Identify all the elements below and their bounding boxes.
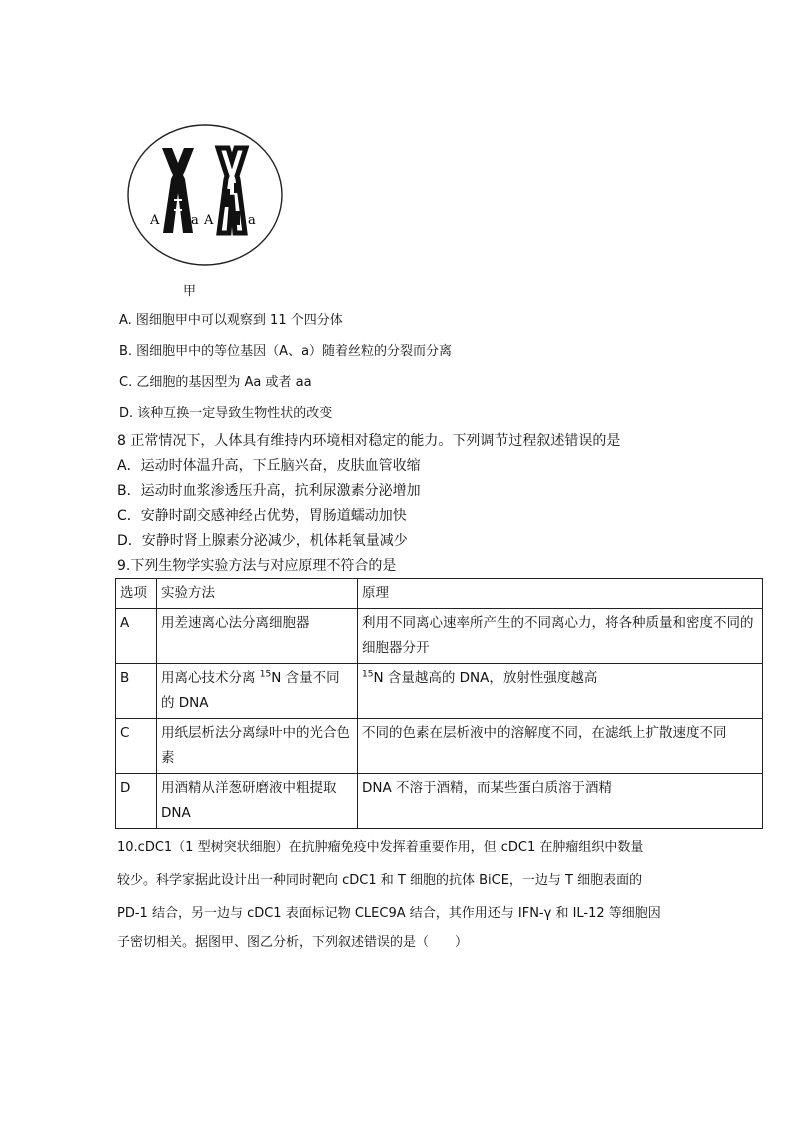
row-a-option: A xyxy=(116,609,157,664)
row-c-principle: 不同的色素在层析液中的溶解度不同，在滤纸上扩散速度不同 xyxy=(358,719,763,774)
allele-label-a4: a xyxy=(248,213,256,228)
chromosome-right xyxy=(218,148,246,233)
header-option: 选项 xyxy=(116,579,157,609)
q8-option-b: B．运动时血浆渗透压升高，抗利尿激素分泌增加 xyxy=(117,483,421,499)
cell-membrane xyxy=(128,125,282,265)
cell-figure xyxy=(125,123,285,268)
q8-option-d: D．安静时肾上腺素分泌减少，机体耗氧量减少 xyxy=(117,533,408,549)
row-d-option: D xyxy=(116,774,157,829)
q8-option-c: C．安静时副交感神经占优势，胃肠道蠕动加快 xyxy=(117,508,407,524)
q7-option-c: C. 乙细胞的基因型为 Aa 或者 aa xyxy=(119,375,312,390)
table-header-row xyxy=(116,579,763,609)
cell-diagram xyxy=(125,123,285,268)
q7-option-a: A. 图细胞甲中可以观察到 11 个四分体 xyxy=(119,313,343,328)
q9-table xyxy=(115,578,763,829)
allele-label-a2: a xyxy=(191,213,199,228)
q10-line-3: PD-1 结合，另一边与 cDC1 表面标记物 CLEC9A 结合，其作用还与 IFN-γ 和 IL-12 等细胞因 xyxy=(117,906,661,921)
q8-option-a: A．运动时体温升高，下丘脑兴奋，皮肤血管收缩 xyxy=(117,458,421,474)
row-a-principle: 利用不同离心速率所产生的不同离心力，将各种质量和密度不同的细胞器分开 xyxy=(358,609,763,664)
q7-option-b: B. 图细胞甲中的等位基因（A、a）随着丝粒的分裂而分离 xyxy=(119,344,453,359)
row-b-method: 用离心技术分离 $^{15}$N 含量不同的 DNA xyxy=(157,664,358,719)
q7-option-d: D. 该种互换一定导致生物性状的改变 xyxy=(119,406,333,421)
q10-line-1: 10.cDC1（1 型树突状细胞）在抗肿瘤免疫中发挥着重要作用，但 cDC1 在肿瘤组织中数量 xyxy=(117,840,644,855)
allele-label-a1: A xyxy=(150,213,160,228)
chromosome-left xyxy=(162,148,194,233)
row-c-method: 用纸层析法分离绿叶中的光合色素 xyxy=(157,719,358,774)
allele-label-a3: A xyxy=(204,213,214,228)
table-row xyxy=(116,719,763,774)
table-row xyxy=(116,774,763,829)
header-method: 实验方法 xyxy=(157,579,358,609)
table-row xyxy=(116,609,763,664)
row-a-method: 用差速离心法分离细胞器 xyxy=(157,609,358,664)
q8-stem: 8 正常情况下，人体具有维持内环境相对稳定的能力。下列调节过程叙述错误的是 xyxy=(117,433,621,449)
figure-caption: 甲 xyxy=(183,284,197,299)
row-d-principle: DNA 不溶于酒精，而某些蛋白质溶于酒精 xyxy=(358,774,763,829)
q10-line-4: 子密切相关。据图甲、图乙分析，下列叙述错误的是（ ） xyxy=(117,935,469,950)
table-row xyxy=(116,664,763,719)
row-c-option: C xyxy=(116,719,157,774)
row-d-method: 用酒精从洋葱研磨液中粗提取 DNA xyxy=(157,774,358,829)
row-b-option: B xyxy=(116,664,157,719)
header-principle: 原理 xyxy=(358,579,763,609)
row-b-principle: $^{15}$N 含量越高的 DNA，放射性强度越高 xyxy=(358,664,763,719)
q10-line-2: 较少。科学家据此设计出一种同时靶向 cDC1 和 T 细胞的抗体 BiCE，一边与 T 细胞表面的 xyxy=(117,873,643,888)
q9-stem: 9.下列生物学实验方法与对应原理不符合的是 xyxy=(117,558,397,574)
